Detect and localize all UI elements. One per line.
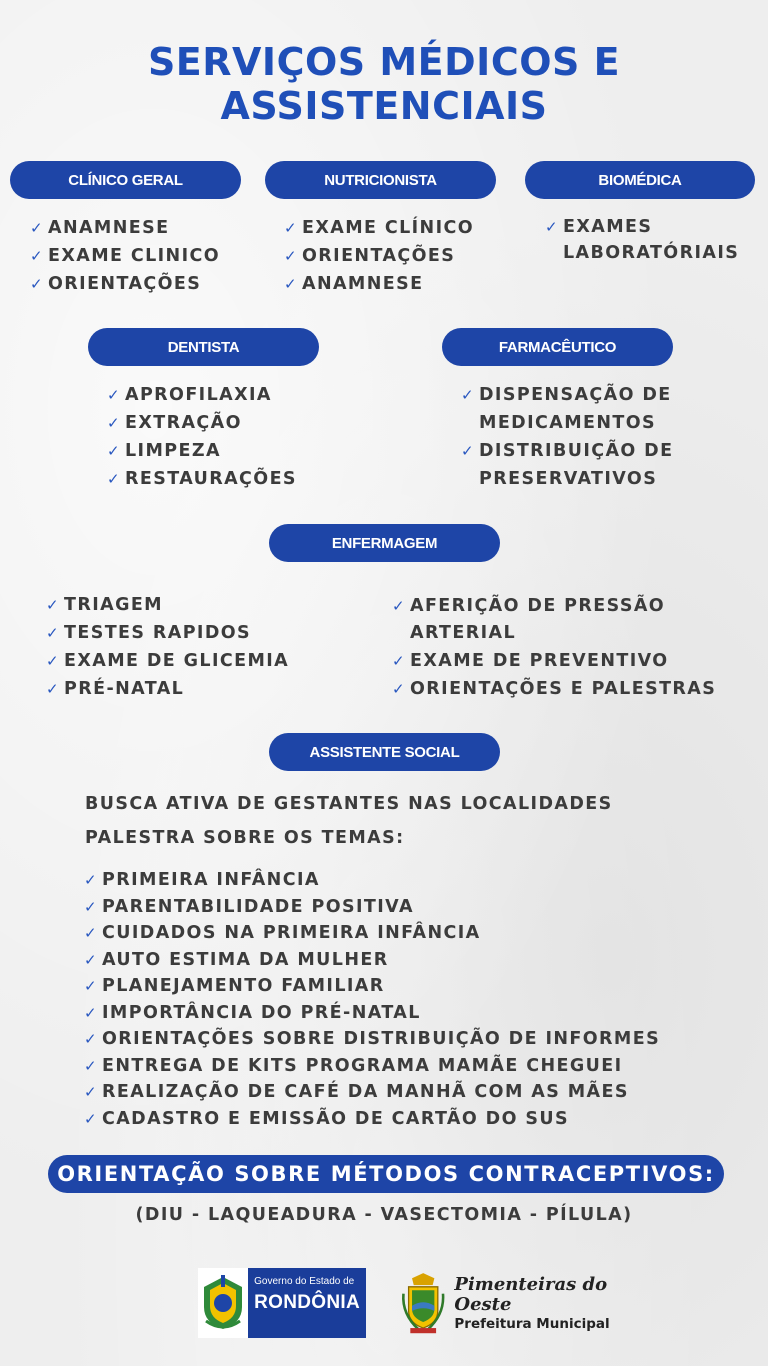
list-item: ✓ ORIENTAÇÕES SOBRE DISTRIBUIÇÃO DE INFORMES <box>84 1026 660 1053</box>
check-icon: ✓ <box>84 897 97 916</box>
pill-clinico-geral: CLÍNICO GERAL <box>10 161 241 199</box>
pimenteiras-text <box>454 1275 640 1333</box>
page-title-line2: ASSISTENCIAIS <box>220 84 548 128</box>
list-item: ✓ TRIAGEM <box>46 591 289 619</box>
list-item: ✓ EXAME CLINICO <box>30 242 220 270</box>
pill-nutricionista: NUTRICIONISTA <box>265 161 496 199</box>
list-item: ✓ RESTAURAÇÕES <box>107 465 297 493</box>
list-item: ✓ EXAMES LABORATÓRIAIS <box>545 214 755 266</box>
check-icon: ✓ <box>30 247 43 265</box>
list-item: ✓ APROFILAXIA <box>107 381 297 409</box>
pimenteiras-name: Pimenteiras do Oeste <box>454 1274 608 1315</box>
check-icon: ✓ <box>46 652 59 670</box>
list-dentista <box>107 381 297 493</box>
list-item: ✓ ORIENTAÇÕES <box>284 242 474 270</box>
check-icon: ✓ <box>46 624 59 642</box>
check-icon: ✓ <box>545 218 558 236</box>
rondonia-big-text: RONDÔNIA <box>254 1292 360 1313</box>
pill-biomedica: BIOMÉDICA <box>525 161 755 199</box>
rondonia-logo <box>198 1268 366 1338</box>
list-item: ✓ ORIENTAÇÕES <box>30 270 220 298</box>
check-icon: ✓ <box>392 652 405 670</box>
list-item: ✓ DISTRIBUIÇÃO DE PRESERVATIVOS <box>461 437 691 493</box>
check-icon: ✓ <box>107 470 120 488</box>
check-icon: ✓ <box>84 1030 97 1048</box>
pill-dentista: DENTISTA <box>88 328 319 366</box>
list-item: ✓ EXTRAÇÃO <box>107 409 297 437</box>
assistente-line2: PALESTRA SOBRE OS TEMAS: <box>85 828 405 848</box>
pill-assistente-social: ASSISTENTE SOCIAL <box>269 733 500 771</box>
contraceptive-banner: ORIENTAÇÃO SOBRE MÉTODOS CONTRACEPTIVOS: <box>48 1155 724 1193</box>
check-icon: ✓ <box>392 597 405 615</box>
list-item: ✓ ANAMNESE <box>284 270 474 298</box>
pimenteiras-logo <box>400 1266 640 1342</box>
pimenteiras-crest-icon <box>400 1268 446 1340</box>
pill-farmaceutico: FARMACÊUTICO <box>442 328 673 366</box>
contraceptive-methods: (DIU - LAQUEADURA - VASECTOMIA - PÍLULA) <box>135 1205 633 1225</box>
check-icon: ✓ <box>107 386 120 404</box>
check-icon: ✓ <box>30 275 43 293</box>
pill-enfermagem: ENFERMAGEM <box>269 524 500 562</box>
list-farmaceutico <box>461 381 691 493</box>
check-icon: ✓ <box>461 386 474 404</box>
check-icon: ✓ <box>284 275 297 293</box>
check-icon: ✓ <box>84 977 97 995</box>
list-assistente-temas <box>84 867 660 1132</box>
check-icon: ✓ <box>84 1109 97 1128</box>
assistente-line1: BUSCA ATIVA DE GESTANTES NAS LOCALIDADES <box>85 794 613 814</box>
list-item: ✓ PRÉ-NATAL <box>46 675 289 703</box>
check-icon: ✓ <box>392 680 405 698</box>
check-icon: ✓ <box>46 680 59 698</box>
list-nutricionista <box>284 214 474 298</box>
check-icon: ✓ <box>461 442 474 460</box>
list-item: ✓ ANAMNESE <box>30 214 220 242</box>
list-item: ✓ LIMPEZA <box>107 437 297 465</box>
check-icon: ✓ <box>84 924 97 942</box>
list-item: ✓ AUTO ESTIMA DA MULHER <box>84 947 660 974</box>
check-icon: ✓ <box>84 871 97 889</box>
check-icon: ✓ <box>84 1003 97 1022</box>
rondonia-small-text: Governo do Estado de <box>254 1276 355 1287</box>
list-item: ✓ EXAME CLÍNICO <box>284 214 474 242</box>
list-clinico-geral <box>30 214 220 298</box>
check-icon: ✓ <box>84 1083 97 1101</box>
page-title-line1: SERVIÇOS MÉDICOS E <box>147 40 621 84</box>
check-icon: ✓ <box>107 414 120 432</box>
pimenteiras-subtitle: Prefeitura Municipal <box>454 1316 610 1332</box>
list-item: ✓ EXAME DE PREVENTIVO <box>392 647 732 675</box>
list-item: ✓ TESTES RAPIDOS <box>46 619 289 647</box>
page-title <box>0 40 768 128</box>
list-item: ✓ EXAME DE GLICEMIA <box>46 647 289 675</box>
check-icon: ✓ <box>30 219 43 237</box>
rondonia-text <box>248 1268 366 1338</box>
list-item: ✓ PARENTABILIDADE POSITIVA <box>84 894 660 921</box>
list-biomedica <box>545 214 755 266</box>
check-icon: ✓ <box>284 247 297 265</box>
list-item: ✓ PRIMEIRA INFÂNCIA <box>84 867 660 894</box>
list-enfermagem-right <box>392 593 732 703</box>
list-item: ✓ ENTREGA DE KITS PROGRAMA MAMÃE CHEGUEI <box>84 1053 660 1080</box>
list-item: ✓ IMPORTÂNCIA DO PRÉ-NATAL <box>84 1000 660 1027</box>
check-icon: ✓ <box>46 596 59 614</box>
check-icon: ✓ <box>84 1056 97 1075</box>
check-icon: ✓ <box>84 950 97 969</box>
list-item: ✓ CUIDADOS NA PRIMEIRA INFÂNCIA <box>84 920 660 947</box>
check-icon: ✓ <box>284 219 297 237</box>
list-enfermagem-left <box>46 591 289 703</box>
check-icon: ✓ <box>107 442 120 460</box>
list-item: ✓ AFERIÇÃO DE PRESSÃO ARTERIAL <box>392 593 732 647</box>
rondonia-emblem-icon <box>198 1268 248 1338</box>
list-item: ✓ PLANEJAMENTO FAMILIAR <box>84 973 660 1000</box>
list-item: ✓ DISPENSAÇÃO DE MEDICAMENTOS <box>461 381 691 437</box>
list-item: ✓ CADASTRO E EMISSÃO DE CARTÃO DO SUS <box>84 1106 660 1133</box>
list-item: ✓ REALIZAÇÃO DE CAFÉ DA MANHÃ COM AS MÃES <box>84 1079 660 1106</box>
list-item: ✓ ORIENTAÇÕES E PALESTRAS <box>392 675 732 703</box>
